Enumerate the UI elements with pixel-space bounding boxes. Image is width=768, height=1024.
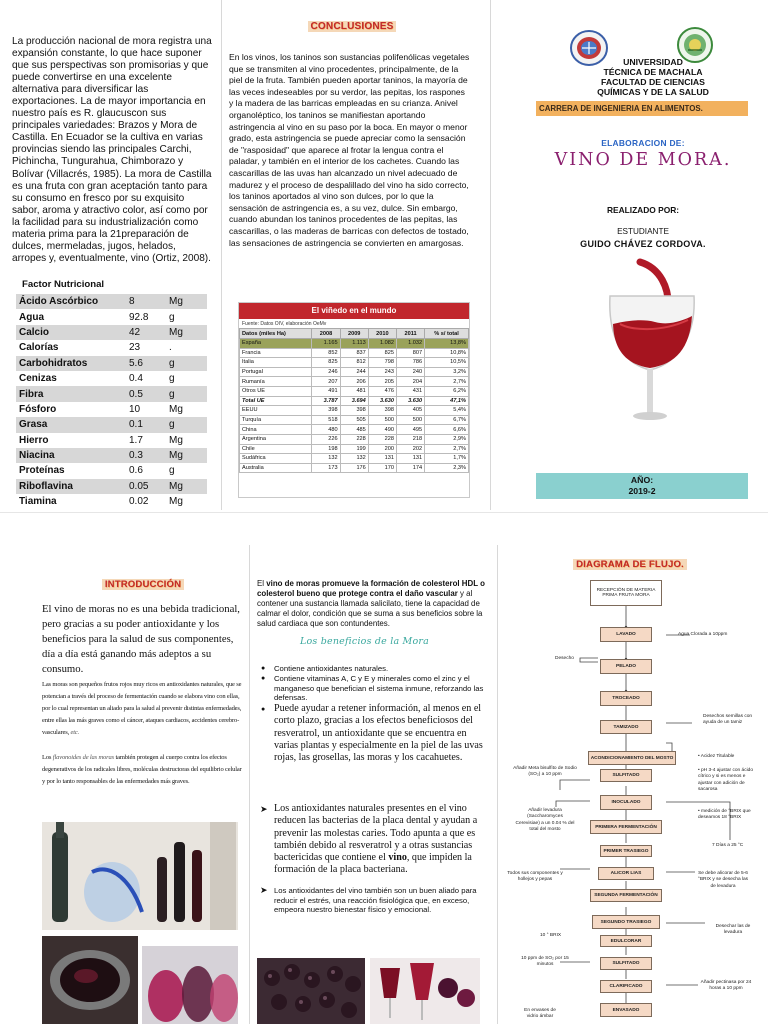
vineyard-cell: 495 (396, 425, 424, 435)
nutrition-cell: Riboflavina (16, 479, 126, 494)
vineyard-cell: 174 (396, 463, 424, 473)
vineyard-cell: 2,7% (425, 377, 469, 387)
vineyard-cell: 505 (340, 415, 368, 425)
vineyard-cell: 240 (396, 367, 424, 377)
vineyard-cell: 10,5% (425, 358, 469, 368)
vineyard-cell: 13,8% (425, 339, 469, 349)
vineyard-cell: 481 (340, 386, 368, 396)
flow-note: Se debe alicorar de 5-6 °BRIX y se desecha las de levadura (697, 871, 749, 889)
vineyard-cell: 480 (312, 425, 340, 435)
nutrition-cell: Mg (166, 448, 207, 463)
flow-note: Desecho (555, 656, 574, 661)
nutrition-cell: 5.6 (126, 356, 166, 371)
flow-note: 10 ° BRIX (540, 933, 562, 938)
nutrition-cell: 0.05 (126, 479, 166, 494)
vineyard-row (240, 415, 469, 425)
vineyard-cell: 837 (340, 348, 368, 358)
product-title: VINO DE MORA. (554, 150, 732, 170)
vineyard-cell: 807 (396, 348, 424, 358)
vineyard-row (240, 425, 469, 435)
vineyard-cell: España (240, 339, 312, 349)
arrow-bullet-icon: ➤ (260, 885, 268, 895)
vineyard-cell: Chile (240, 444, 312, 454)
benefit-item: ➤ Los antioxidantes naturales presentes en el vino reducen las bacterias de la placa dental y ayudan a prevenir las molestas caries. Todo apunta a que es también debido al resveratrol y a otras sustancias bactericidas que contiene el vino, que impiden la formación de la placa bacteriana. (260, 803, 478, 876)
vineyard-row (240, 444, 469, 454)
panel-divider (490, 0, 491, 510)
nutrition-cell: Fibra (16, 386, 126, 401)
nutrition-row (16, 494, 207, 509)
vineyard-row (240, 358, 469, 368)
vineyard-cell: China (240, 425, 312, 435)
vineyard-cell: 202 (396, 444, 424, 454)
vineyard-cell: 199 (340, 444, 368, 454)
vineyard-cell: 218 (396, 434, 424, 444)
nutrition-cell: 8 (126, 294, 166, 309)
vineyard-cell: 1.165 (312, 339, 340, 349)
university-name: UNIVERSIDAD TÉCNICA DE MACHALA FACULTAD DE CIENCIAS QUÍMICAS Y DE LA SALUD (597, 57, 709, 98)
student-role: ESTUDIANTE (617, 227, 669, 236)
vineyard-cell: Australia (240, 463, 312, 473)
flow-step: SULFITADO (600, 957, 652, 970)
vineyard-cell: 825 (312, 358, 340, 368)
vineyard-header-cell: % s/ total (425, 329, 469, 339)
year-label: AÑO: (630, 475, 654, 485)
vineyard-cell: 398 (368, 406, 396, 416)
nutrition-cell: Niacina (16, 448, 126, 463)
flow-step: INOCULADO (600, 795, 652, 810)
vineyard-cell: 131 (368, 454, 396, 464)
nutrition-table (16, 294, 207, 509)
flow-step: ALICOR LIAS (598, 867, 654, 880)
nutrition-cell: Tiamina (19, 496, 57, 508)
vineyard-row (240, 339, 469, 349)
nutrition-cell: Proteínas (19, 465, 65, 477)
wine-bottles-photo (42, 822, 238, 930)
nutrition-row (16, 325, 207, 340)
flow-diagram-title: DIAGRAMA DE FLUJO. (510, 559, 750, 570)
benefit-item: ● Puede ayudar a retener información, al menos en el corto plazo, gracias a los efectos beneficiosos del resveratrol, un antioxidante que se encuentra en varias plantas y especialmente en la piel de las uvas rojas, las grosellas, las moras y los cacahuetes. (261, 703, 483, 764)
vineyard-cell: 491 (312, 386, 340, 396)
vineyard-cell: 205 (368, 377, 396, 387)
vineyard-row (240, 463, 469, 473)
nutrition-cell: 42 (126, 325, 166, 340)
vineyard-cell: 200 (368, 444, 396, 454)
nutrition-cell: Calorías (19, 342, 59, 354)
flow-step: SEGUNDA FERMENTACIÓN (590, 889, 662, 902)
benefit-item: ➤ Los antioxidantes del vino también son un buen aliado para reducir el estrés, una reacción fisiológica que, en exceso, empeora nuestro bienestar físico y emocional. (260, 885, 477, 915)
vineyard-cell: 228 (368, 434, 396, 444)
arrow-bullet-icon: ➤ (260, 804, 268, 814)
nutrition-cell: 0.6 (129, 465, 143, 477)
flow-step: SULFITADO (600, 769, 652, 782)
nutrition-row (16, 433, 207, 448)
nutrition-cell: Cenizas (19, 373, 57, 385)
vineyard-cell: 173 (312, 463, 340, 473)
nutrition-cell: Mg (166, 479, 207, 494)
flow-step: PRIMERA FERMENTACIÓN (590, 820, 662, 834)
vineyard-cell: 226 (312, 434, 340, 444)
flow-step: PELADO (600, 659, 652, 674)
vineyard-cell: 243 (368, 367, 396, 377)
flow-step: LAVADO (600, 627, 652, 642)
vineyard-cell: 825 (368, 348, 396, 358)
vineyard-cell: Rumanía (240, 377, 312, 387)
vineyard-cell: Argentina (240, 434, 312, 444)
vineyard-cell: 3.630 (396, 396, 424, 406)
flow-note: Agua Clorada a 10ppm (678, 632, 728, 637)
vineyard-cell: 500 (368, 415, 396, 425)
vineyard-cell: Total UE (240, 396, 312, 406)
student-name: GUIDO CHÁVEZ CORDOVA. (580, 239, 706, 249)
introduction-title: INTRODUCCIÓN (42, 579, 244, 590)
vineyard-cell: Francia (240, 348, 312, 358)
vineyard-cell: Turquía (240, 415, 312, 425)
bullet-icon: ● (261, 675, 266, 682)
flow-note: Desechos semillas con ayuda de un tamiz (703, 714, 753, 726)
vineyard-cell: 3,2% (425, 367, 469, 377)
nutrition-cell: 23 (129, 342, 141, 354)
vineyard-cell: 176 (340, 463, 368, 473)
vineyard-cell: 786 (396, 358, 424, 368)
year-value: 2019-2 (628, 486, 656, 496)
vineyard-cell: 131 (396, 454, 424, 464)
flow-note: En envases de vidrio ámbar (524, 1008, 556, 1020)
nutrition-cell: 0.4 (129, 373, 143, 385)
vineyard-row (240, 454, 469, 464)
vineyard-table (239, 328, 469, 473)
vineyard-row (240, 396, 469, 406)
flow-step: CLARIFICADO (600, 980, 652, 993)
nutrition-cell: 0.3 (126, 448, 166, 463)
vineyard-cell: EEUU (240, 406, 312, 416)
flow-note: 10 ppm de SO₂ por 15 minutos (521, 956, 569, 968)
introduction-antioxidants-text: Las moras son pequeños frutos rojos muy ricos en antioxidantes naturales, que se potencian a través del proceso de fermentación cuando se elabora vino con ellas, por lo cual representan un aliado para la salud al prevenir distintas enfermedades, entre ellas las más graves como el cáncer, ataques cardiacos, accidentes cerebro-vasculares, etc. (42, 681, 242, 736)
vineyard-cell: 398 (340, 406, 368, 416)
vineyard-row (240, 434, 469, 444)
vineyard-cell: Portugal (240, 367, 312, 377)
vineyard-cell: 6,6% (425, 425, 469, 435)
nutrition-cell: Carbohidratos (16, 356, 126, 371)
nutrition-cell: Mg (166, 325, 207, 340)
vineyard-cell: 228 (340, 434, 368, 444)
nutrition-row (16, 309, 207, 324)
nutrition-cell: Mg (169, 496, 183, 508)
vineyard-row (240, 377, 469, 387)
vineyard-cell: 1.032 (396, 339, 424, 349)
nutrition-cell: Ácido Ascórbico (16, 294, 126, 309)
vineyard-cell: 485 (340, 425, 368, 435)
flow-note: • pH 3-4 ajustar con ácido cítrico y si es menos e ajustar con adición de sacarosa (698, 768, 754, 793)
nutrition-title: Factor Nutricional (22, 279, 105, 290)
nutrition-cell: Grasa (16, 417, 126, 432)
flow-step: ENVASADO (600, 1003, 652, 1017)
vineyard-cell: 3.694 (340, 396, 368, 406)
vineyard-row (240, 367, 469, 377)
vineyard-cell: 812 (340, 358, 368, 368)
nutrition-row (16, 340, 207, 355)
flow-step: EDULCORAR (600, 935, 652, 947)
nutrition-cell: Mg (166, 294, 207, 309)
nutrition-cell: Mg (169, 403, 183, 415)
nutrition-cell: 0.02 (129, 496, 149, 508)
panel-divider (221, 0, 222, 510)
year-box (536, 473, 748, 499)
vineyard-cell: 6,7% (425, 415, 469, 425)
flow-note: 7 Días a 25 °C (712, 843, 744, 848)
flow-step: ACONDICIONAMIENTO DEL MOSTO (588, 751, 676, 765)
berries-photo (257, 958, 365, 1024)
vineyard-cell: 132 (340, 454, 368, 464)
vineyard-header-cell: 2008 (312, 329, 340, 339)
flow-note: Añadir levadura (Saccharomyces Cerevisiae) a un 0.04 % del total del mosto (515, 808, 575, 833)
bullet-icon: ● (261, 665, 266, 672)
vineyard-cell: 244 (340, 367, 368, 377)
vineyard-header-cell: Datos (miles Ha) (240, 329, 312, 339)
elaboration-label: ELABORACION DE: (601, 138, 685, 148)
vineyard-cell: 1.082 (368, 339, 396, 349)
nutrition-cell: Fósforo (19, 403, 57, 415)
vineyard-cell: 198 (312, 444, 340, 454)
career-banner: CARRERA DE INGENIERIA EN ALIMENTOS. (536, 101, 748, 116)
nutrition-cell: Agua (19, 311, 44, 323)
page-divider (0, 512, 768, 513)
vineyard-cell: 132 (312, 454, 340, 464)
vineyard-cell: 206 (340, 377, 368, 387)
vineyard-row (240, 386, 469, 396)
vineyard-cell: 6,2% (425, 386, 469, 396)
conclusions-title: CONCLUSIONES (229, 21, 475, 32)
vineyard-cell: 1,7% (425, 454, 469, 464)
flow-note: • Acidez Titulable (698, 754, 735, 759)
cooking-pot-photo (42, 936, 138, 1024)
vineyard-cell: 2,7% (425, 444, 469, 454)
vineyard-cell: 518 (312, 415, 340, 425)
nutrition-cell: Calcio (16, 325, 126, 340)
flow-note: Añadir Meta bisulfito de Sodio (SO₂) a 10 ppm (513, 766, 577, 778)
wine-glasses-photo (370, 958, 480, 1024)
vineyard-table-source: Fuente: Datos OIV, elaboración OeMv (242, 321, 327, 327)
nutrition-row (16, 294, 207, 309)
vineyard-cell: 10,8% (425, 348, 469, 358)
nutrition-cell: Mg (169, 434, 183, 446)
vineyard-cell: Italia (240, 358, 312, 368)
nutrition-row (16, 402, 207, 417)
nutrition-cell: g (166, 356, 207, 371)
vineyard-cell: 2,3% (425, 463, 469, 473)
made-by-label: REALIZADO POR: (606, 205, 680, 215)
vineyard-cell: 204 (396, 377, 424, 387)
vineyard-cell: Otros UE (240, 386, 312, 396)
wine-glass-image (600, 258, 705, 428)
nutrition-row (16, 463, 207, 478)
benefit-item: ● Contiene vitaminas A, C y E y minerales como el zinc y el manganeso que benefician el sistema inmune, reforzando las defensas. (261, 674, 484, 703)
vineyard-cell: 798 (368, 358, 396, 368)
introduction-paragraph: El vino de moras no es una bebida tradicional, pero gracias a su poder antioxidante y los beneficios para la salud de sus componentes, día a día está ganando más adeptos a su consumo. (42, 603, 240, 675)
vineyard-cell: 246 (312, 367, 340, 377)
introduction-flavonoids-text: Los flavonoides de las moras también protegen al cuerpo contra los efectos degenerativos de los radicales libres, moléculas destructoras del equilibrio celular y por lo tanto responsables de las enfermedades más graves. (42, 754, 242, 785)
vineyard-row (240, 348, 469, 358)
vineyard-cell: 500 (396, 415, 424, 425)
benefits-title: Los beneficios de la Mora (300, 636, 429, 647)
fruit-bags-photo (142, 946, 238, 1024)
cholesterol-text: El vino de moras promueve la formación de colesterol HDL o colesterol bueno que protege contra el daño vascular y al contener una sustancia llamada salicilato, tiene la capacidad de calmar el dolor, condición que se suma a sus beneficios sobre la salud cardiaca que son contundentes. (257, 579, 485, 629)
vineyard-cell: 405 (396, 406, 424, 416)
nutrition-cell: g (169, 373, 175, 385)
nutrition-row (16, 386, 207, 401)
vineyard-cell: 47,1% (425, 396, 469, 406)
vineyard-header-cell: 2011 (396, 329, 424, 339)
flow-step: RECEPCIÓN DE MATERIA PRIMA FRUTA MORA (590, 580, 662, 606)
nutrition-cell: 92.8 (129, 311, 149, 323)
vineyard-cell: 207 (312, 377, 340, 387)
panel-divider (249, 545, 250, 1024)
vineyard-cell: 476 (368, 386, 396, 396)
nutrition-cell: 1.7 (129, 434, 143, 446)
nutrition-cell: Hierro (19, 434, 49, 446)
nutrition-cell: . (169, 342, 172, 354)
benefit-item: ● Contiene antioxidantes naturales. (261, 664, 389, 673)
flow-note: Desechar las de levadura (715, 924, 751, 936)
vineyard-header-cell: 2009 (340, 329, 368, 339)
vineyard-table-card (238, 302, 470, 498)
vineyard-cell: 1.113 (340, 339, 368, 349)
vineyard-cell: 170 (368, 463, 396, 473)
vineyard-cell: 5,4% (425, 406, 469, 416)
nutrition-cell: 10 (129, 403, 141, 415)
vineyard-cell: Sudáfrica (240, 454, 312, 464)
nutrition-row (16, 417, 207, 432)
nutrition-cell: g (166, 417, 207, 432)
vineyard-cell: 490 (368, 425, 396, 435)
bullet-icon: ● (261, 705, 266, 713)
vineyard-table-title: El viñedo en el mundo (239, 303, 469, 319)
vineyard-cell: 852 (312, 348, 340, 358)
vineyard-cell: 3.787 (312, 396, 340, 406)
nutrition-cell: g (169, 465, 175, 477)
flow-step: TROCEADO (600, 691, 652, 706)
flow-note: • medición de °BRIX que deseamos 18 °BRIX (698, 809, 751, 821)
vineyard-cell: 398 (312, 406, 340, 416)
nutrition-row (16, 448, 207, 463)
nutrition-row (16, 479, 207, 494)
nutrition-row (16, 356, 207, 371)
vineyard-cell: 2,9% (425, 434, 469, 444)
nutrition-cell: 0.1 (126, 417, 166, 432)
nutrition-cell: g (166, 386, 207, 401)
vineyard-cell: 3.630 (368, 396, 396, 406)
intro-production-text: La producción nacional de mora registra una expansión constante, lo que hace suponer que sus perspectivas son promisorias y que puede convertirse en una excelente alternativa para diversificar las exportaciones. La de mayor importancia en nuestro país es R. glaucuscon sus principales variedades: Brazos y Mora de Castilla. En Ecuador se la cultiva en varias provincias siendo las principales Carchi, Pichincha, Tungurahua, Chimborazo y Bolívar (Villacrés, 1985). La mora de Castilla es una fruta con gran aceptación tanto para su consumo en fresco por su exquisito sabor, aroma y atractivo color, así como por la facilidad para su industrialización como materia prima para la 21preparación de dulces, mermeladas, jugos, helados, arropes y, eventualmente, vino (Ortiz, 2008). (12, 36, 212, 264)
flow-note: Añadir pectinasa por 24 horas a 10 ppm (700, 980, 752, 992)
flow-note: Todos sus componentes y hollejos y pepas (507, 871, 563, 883)
nutrition-cell: g (169, 311, 175, 323)
vineyard-header-cell: 2010 (368, 329, 396, 339)
nutrition-cell: 0.5 (126, 386, 166, 401)
conclusions-text: En los vinos, los taninos son sustancias polifenólicas vegetales que se transmiten al vino procedentes, principalmente, de la piel de la fruta. También pueden aportar taninos, la mayoría de las veces indeseables por su verdor, las pepitas, los raspones y la madera de las barricas empleadas en su crianza. Anivel organoléptico, los taninos se manifiestan aportando astringencia al vino en su paso por la boca. En mayor o menor grado, esta astringencia se puede apreciar como la sensación de "rasposidad" que aparece al frotar la lengua contra el paladar, y también en el interior de los cachetes. Cuando las cascarillas de las uvas han alcanzado un nivel adecuado de madurez y el proceso de despalillado del vino ha sido correcto, los taninos aportados al vino son dulces, por lo que la sensación de astringencia es, a su vez, dulce. Sin embargo, cuando abundan los taninos procedentes de las pepitas, las cascarillas, o las maderas de barricas con defectos de tostado, las sensaciones de astringencia se convierten en amargosas. (229, 52, 470, 248)
vineyard-cell: 431 (396, 386, 424, 396)
flow-step: SEGUNDO TRASIEGO (592, 915, 660, 929)
flow-step: TAMIZADO (600, 720, 652, 734)
vineyard-row (240, 406, 469, 416)
nutrition-row (16, 371, 207, 386)
panel-divider (497, 545, 498, 1024)
flow-step: PRIMER TRASIEGO (600, 845, 652, 857)
